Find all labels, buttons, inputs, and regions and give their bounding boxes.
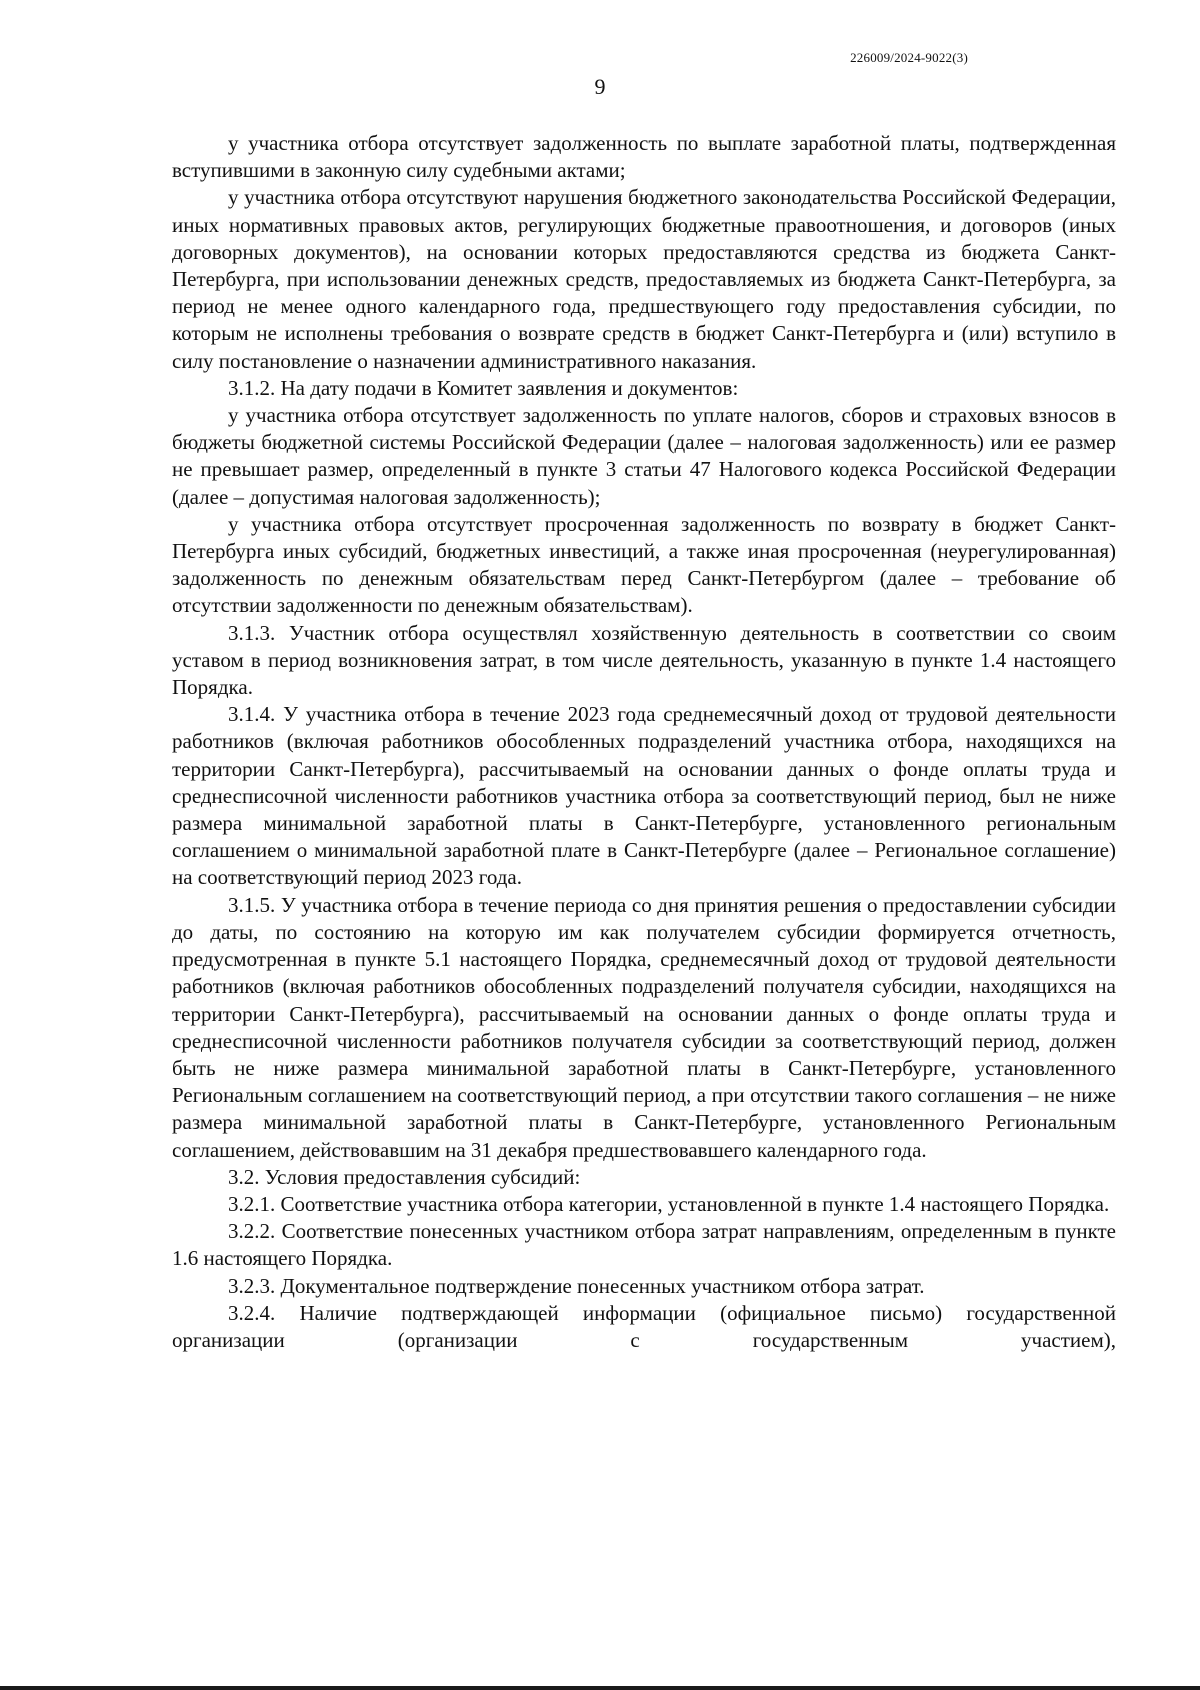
clause-3-2: 3.2. Условия предоставления субсидий: [228,1164,581,1189]
paragraph-no-budget-violations: у участника отбора отсутствуют нарушения бюджетного законодательства Российской Федерации, иных нормативных правовых актов, регулирующих бюджетные правоотношения, и договоров (иных договорных документов), на основании которых предоставляются средства из бюджета Санкт-Петербурга, при использовании денежных средств, предоставляемых из бюджета Санкт-Петербурга, за период не менее одного календарного года, предшествующего году предоставления субсидии, по которым не исполнены требования о возврате средств в бюджет Санкт-Петербурга и (или) вступило в силу постановление о назначении административного наказания. [172,185,1116,373]
paragraph-no-overdue-debt: у участника отбора отсутствует просроченная задолженность по возврату в бюджет Санкт-Петербурга иных субсидий, бюджетных инвестиций, а также иная просроченная (неурегулированная) задолженность по денежным обязательствам перед Санкт-Петербургом (далее – требование об отсутствии задолженности по денежным обязательствам). [172,511,1116,618]
document-body [172,130,1116,1354]
paragraph-no-wage-debt: у участника отбора отсутствует задолженность по выплате заработной платы, подтвержденная вступившими в законную силу судебными актами; [172,131,1116,183]
clause-3-2-1: 3.2.1. Соответствие участника отбора категории, установленной в пункте 1.4 настоящего Порядка. [228,1191,1110,1216]
clause-3-2-4: 3.2.4. Наличие подтверждающей информации (официальное письмо) государственной организации (организации с государственным участием), [172,1300,1116,1352]
clause-3-1-3: 3.1.3. Участник отбора осуществлял хозяйственную деятельность в соответствии со своим уставом в период возникновения затрат, в том числе деятельность, указанную в пункте 1.4 настоящего Порядка. [172,620,1116,700]
paragraph-no-tax-debt: у участника отбора отсутствует задолженность по уплате налогов, сборов и страховых взносов в бюджеты бюджетной системы Российской Федерации (далее – налоговая задолженность) или ее размер не превышает размер, определенный в пункте 3 статьи 47 Налогового кодекса Российской Федерации (далее – допустимая налоговая задолженность); [172,403,1116,509]
page-number: 9 [594,74,606,99]
scan-bottom-edge [0,1686,1200,1690]
clause-3-1-2: 3.1.2. На дату подачи в Комитет заявления и документов: [228,375,739,400]
clause-3-1-4: 3.1.4. У участника отбора в течение 2023 года среднемесячный доход от трудовой деятельности работников (включая работников обособленных подразделений участника отбора, находящихся на территории Санкт-Петербурга), рассчитываемый на основании данных о фонде оплаты труда и среднесписочной численности работников участника отбора за соответствующий период, был не ниже размера минимальной заработной платы в Санкт-Петербурге, установленного региональным соглашением о минимальной заработной плате в Санкт-Петербурге (далее – Региональное соглашение) на соответствующий период 2023 года. [172,702,1116,890]
clause-3-1-5: 3.1.5. У участника отбора в течение периода со дня принятия решения о предоставлении субсидии до даты, по состоянию на которую им как получателем субсидии формируется отчетность, предусмотренная в пункте 5.1 настоящего Порядка, среднемесячный доход от трудовой деятельности работников (включая работников обособленных подразделений получателя субсидии, находящихся на территории Санкт-Петербурга), рассчитываемый на основании данных о фонде оплаты труда и среднесписочной численности работников получателя субсидии за соответствующий период, должен быть не ниже размера минимальной заработной платы в Санкт-Петербурге, установленного Региональным соглашением на соответствующий период, а при отсутствии такого соглашения – не ниже размера минимальной заработной платы в Санкт-Петербурге, установленного Региональным соглашением, действовавшим на 31 декабря предшествовавшего календарного года. [172,892,1116,1162]
document-number: 226009/2024-9022(3) [850,50,968,65]
clause-3-2-2: 3.2.2. Соответствие понесенных участником отбора затрат направлениям, определенным в пункте 1.6 настоящего Порядка. [172,1219,1116,1271]
clause-3-2-3: 3.2.3. Документальное подтверждение понесенных участником отбора затрат. [228,1273,925,1298]
